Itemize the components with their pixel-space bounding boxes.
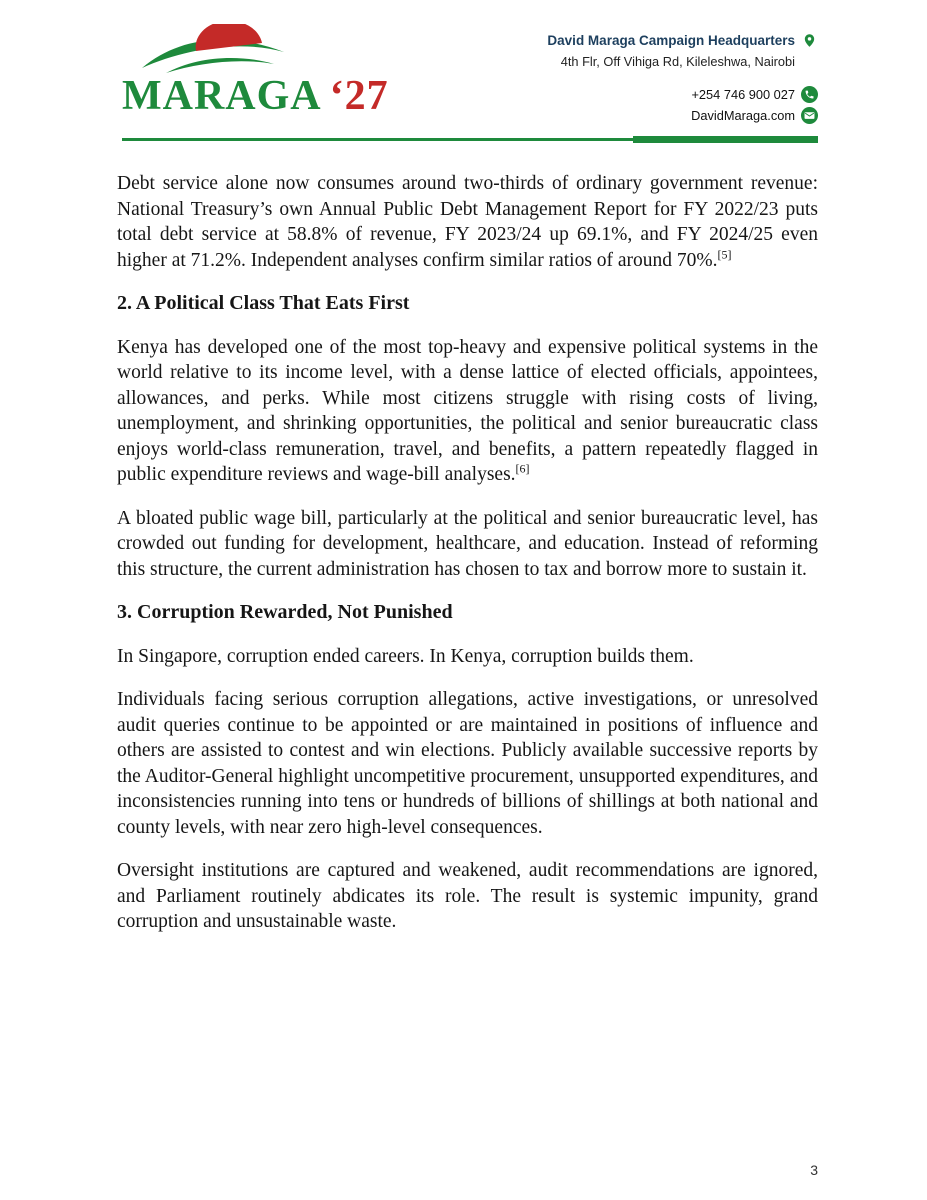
logo-text: [122, 73, 389, 119]
website-row: [547, 105, 818, 126]
campaign-logo: [122, 24, 389, 119]
paragraph-text: Oversight institutions are captured and weakened, audit recommendations are ignored, and Parliament routinely abdicates its role. The result is systemic impunity, grand corruption and unsustainable waste.: [117, 860, 818, 932]
logo-year-text: ‘27: [329, 73, 389, 119]
section-heading: 2. A Political Class That Eats First: [117, 292, 410, 314]
address-icon-spacer: [801, 53, 818, 70]
phone-row: [547, 84, 818, 105]
footnote-ref: [6]: [515, 461, 530, 476]
header-divider: [122, 138, 818, 141]
logo-brand-text: MARAGA: [122, 73, 322, 119]
paragraph-text: Individuals facing serious corruption allegations, active investigations, or unresolved audit queries continue to be appointed or are maintained in positions of influence and others are assisted to contest and win elections. Publicly available successive reports by the Auditor-General highlight uncompetitive procurement, unsupported expenditures, and inconsistencies running into tens or hundreds of billions of shillings at both national and county levels, with near zero high-level consequences.: [117, 689, 818, 838]
phone-number: +254 746 900 027: [691, 87, 795, 102]
logo-swoosh-icon: [136, 24, 296, 76]
paragraph: [117, 335, 818, 488]
page-number: 3: [810, 1162, 818, 1178]
paragraph: [117, 644, 818, 670]
paragraph-text: Debt service alone now consumes around two-thirds of ordinary government revenue: National Treasury’s own Annual Public Debt Management Report for FY 2022/23 puts total debt service at 58.8% of revenue, FY 2023/24 up 69.1%, and FY 2024/25 even higher at 71.2%. Independent analyses confirm similar ratios of around 70%.: [117, 173, 818, 271]
paragraph-text: Kenya has developed one of the most top-heavy and expensive political systems in the world relative to its income level, with a dense lattice of elected officials, appointees, allowances, and perks. While most citizens struggle with rising costs of living, unemployment, and shrinking opportunities, the political and senior bureaucratic class enjoys world-class remuneration, travel, and benefits, a pattern repeatedly flagged in public expenditure reviews and wage-bill analyses.: [117, 336, 818, 485]
section-heading: 3. Corruption Rewarded, Not Punished: [117, 601, 453, 623]
org-row: [547, 30, 818, 51]
address-text: 4th Flr, Off Vihiga Rd, Kileleshwa, Nairobi: [560, 54, 795, 69]
location-pin-icon: [801, 32, 818, 49]
letterhead: [0, 0, 927, 126]
address-row: [547, 51, 818, 72]
contact-gap: [547, 72, 818, 84]
document-body: [0, 141, 927, 935]
paragraph: [117, 687, 818, 840]
mail-icon: [801, 107, 818, 124]
header-divider-accent: [633, 136, 818, 143]
paragraph: [117, 858, 818, 935]
paragraph-text: In Singapore, corruption ended careers. In Kenya, corruption builds them.: [117, 645, 694, 667]
paragraph: [117, 171, 818, 273]
footnote-ref: [5]: [717, 247, 732, 261]
contact-block: [547, 24, 818, 126]
paragraph: [117, 506, 818, 583]
paragraph-text: A bloated public wage bill, particularly at the political and senior bureaucratic level, has crowded out funding for development, healthcare, and education. Instead of reforming this structure, the current administration has chosen to tax and borrow more to sustain it.: [117, 507, 818, 580]
website-text: DavidMaraga.com: [691, 108, 795, 123]
org-name: David Maraga Campaign Headquarters: [547, 33, 795, 48]
phone-icon: [801, 86, 818, 103]
